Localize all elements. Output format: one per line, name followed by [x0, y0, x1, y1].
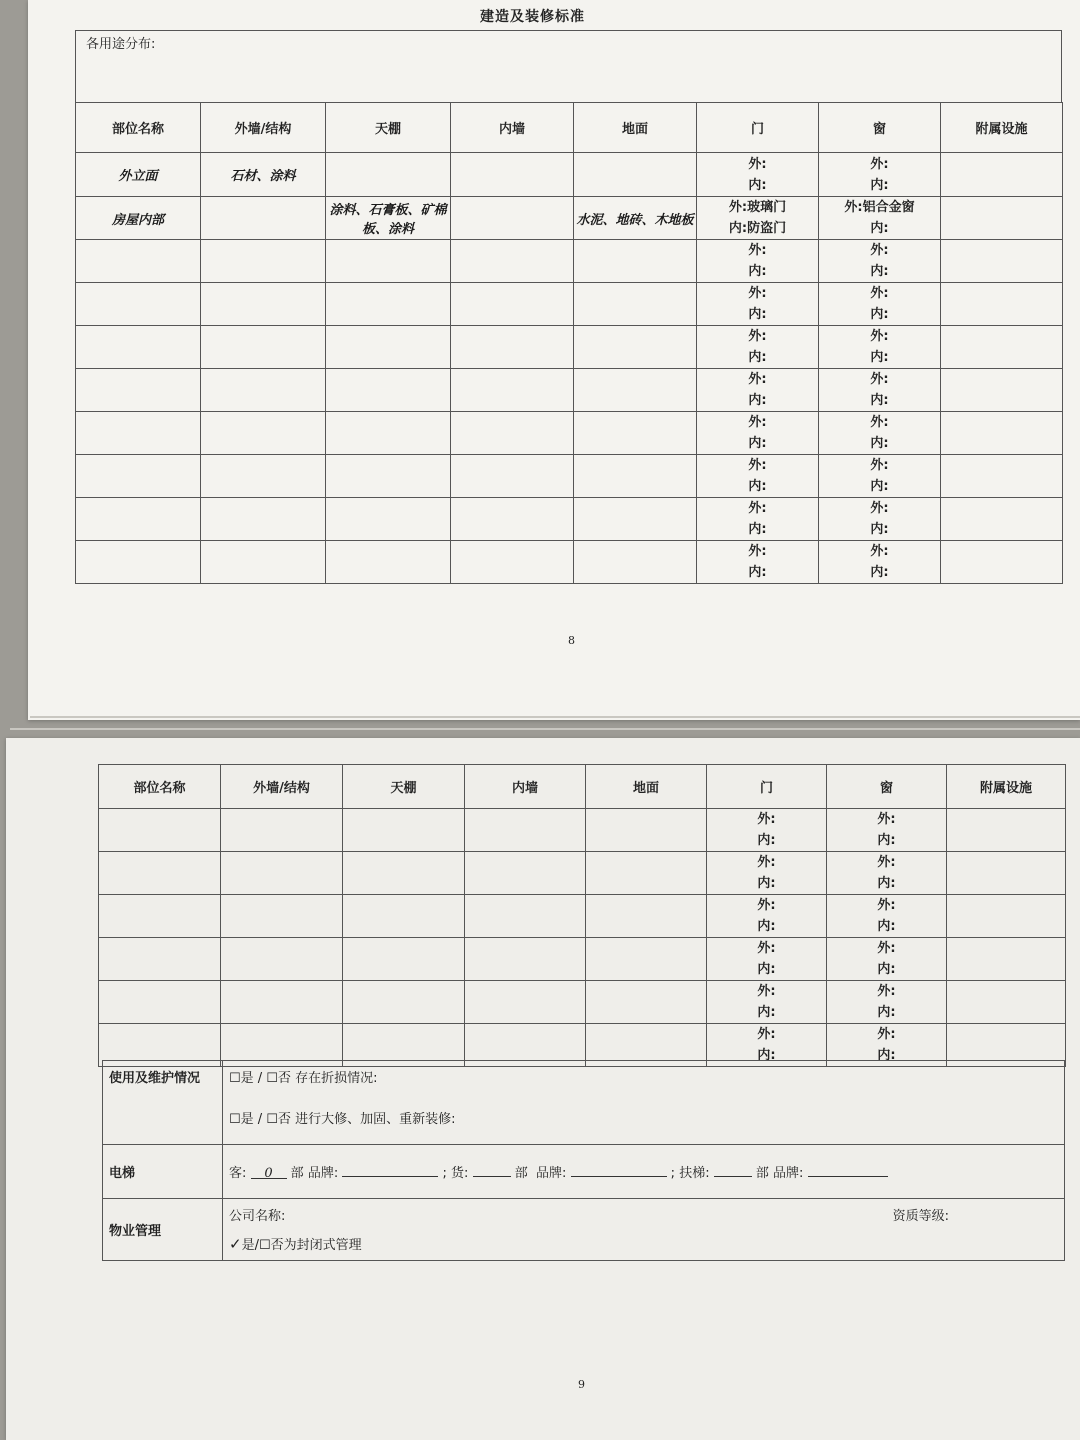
- cell-part[interactable]: [76, 541, 201, 584]
- brand-label: 品牌:: [307, 1166, 339, 1181]
- cell-window[interactable]: [819, 498, 941, 541]
- table-row: [99, 895, 1066, 938]
- cell-door[interactable]: [697, 455, 819, 498]
- cell-door[interactable]: [707, 852, 827, 895]
- cell-ceiling[interactable]: 涂料、石膏板、矿棉板、涂料: [326, 197, 451, 240]
- cell-floor[interactable]: [574, 541, 697, 584]
- exterior-field: 外:: [870, 501, 889, 516]
- table-row: [99, 852, 1066, 895]
- renovation-status-line[interactable]: ☐是 / ☐否 进行大修、加固、重新装修:: [229, 1112, 456, 1127]
- cell-inner[interactable]: [465, 895, 586, 938]
- interior-field: 内:: [748, 264, 767, 279]
- cell-part[interactable]: [76, 326, 201, 369]
- interior-field: 内:: [748, 436, 767, 451]
- cell-window[interactable]: [819, 283, 941, 326]
- exterior-field: 外:: [870, 372, 889, 387]
- usage-distribution-box: [75, 30, 1062, 102]
- escalator-count-field[interactable]: [714, 1164, 752, 1177]
- cell-window[interactable]: [827, 938, 947, 981]
- table-row: [76, 326, 1063, 369]
- table-row: [99, 938, 1066, 981]
- brand-label: 品牌:: [535, 1166, 567, 1181]
- cell-facilities[interactable]: [947, 809, 1066, 852]
- cell-facilities[interactable]: [947, 895, 1066, 938]
- table-row: [76, 455, 1063, 498]
- cell-window[interactable]: [819, 240, 941, 283]
- cell-floor[interactable]: [574, 455, 697, 498]
- table-row: [99, 981, 1066, 1024]
- interior-field: 内:: [757, 919, 776, 934]
- cell-door[interactable]: [697, 283, 819, 326]
- cell-ceiling[interactable]: [343, 981, 465, 1024]
- table-row: [76, 240, 1063, 283]
- exterior-field: 外:: [870, 458, 889, 473]
- exterior-field: 外:: [757, 1027, 776, 1042]
- cell-window[interactable]: [819, 412, 941, 455]
- exterior-field: 外:: [757, 984, 776, 999]
- cell-ceiling[interactable]: [343, 938, 465, 981]
- cell-wall[interactable]: [201, 369, 326, 412]
- interior-field: 内:: [870, 264, 889, 279]
- cell-inner[interactable]: [451, 498, 574, 541]
- table-row: [76, 498, 1063, 541]
- document-title: 建造及装修标准: [480, 9, 585, 25]
- cell-ceiling[interactable]: [326, 369, 451, 412]
- exterior-field: 外:: [877, 855, 896, 870]
- cell-floor[interactable]: [574, 326, 697, 369]
- cell-wall[interactable]: [221, 981, 343, 1024]
- header-part-name: 部位名称: [99, 765, 221, 809]
- exterior-field: 外:: [748, 501, 767, 516]
- property-management-label: 物业管理: [103, 1199, 223, 1261]
- cell-inner[interactable]: [451, 412, 574, 455]
- interior-field: 内:: [870, 479, 889, 494]
- company-line: [229, 1205, 949, 1224]
- damage-status-line[interactable]: ☐是 / ☐否 存在折损情况:: [229, 1071, 378, 1086]
- cell-inner[interactable]: [451, 369, 574, 412]
- page-number: 8: [568, 634, 575, 647]
- header-door: 门: [707, 765, 827, 809]
- company-name-label[interactable]: 公司名称:: [229, 1209, 286, 1224]
- header-floor: 地面: [586, 765, 707, 809]
- cell-ceiling[interactable]: [326, 326, 451, 369]
- exterior-field: 外:铝合金窗: [844, 200, 915, 215]
- interior-field: 内:: [877, 919, 896, 934]
- cell-floor[interactable]: [574, 283, 697, 326]
- interior-field: 内:: [877, 1048, 896, 1063]
- elevator-cell: 客: 0 部 品牌: ; 货: 部 品牌: ; 扶梯: 部 品牌:: [223, 1145, 1065, 1199]
- exterior-field: 外:: [877, 812, 896, 827]
- cell-window[interactable]: [819, 541, 941, 584]
- cell-part[interactable]: [76, 283, 201, 326]
- cell-facilities[interactable]: [941, 455, 1063, 498]
- exterior-field: 外:: [877, 984, 896, 999]
- cell-ceiling[interactable]: [343, 809, 465, 852]
- header-inner-wall: 内墙: [465, 765, 586, 809]
- table-row: [76, 197, 1063, 240]
- interior-field: 内:: [870, 307, 889, 322]
- table-row: [76, 283, 1063, 326]
- elevator-label: 电梯: [103, 1145, 223, 1199]
- header-wall-structure: 外墙/结构: [221, 765, 343, 809]
- cell-wall[interactable]: [201, 412, 326, 455]
- cell-floor[interactable]: [586, 895, 707, 938]
- cell-facilities[interactable]: [941, 153, 1063, 197]
- exterior-field: 外:: [757, 941, 776, 956]
- cell-part[interactable]: [76, 412, 201, 455]
- cargo-brand-field[interactable]: [571, 1164, 667, 1177]
- cell-part[interactable]: [76, 498, 201, 541]
- interior-field: 内:: [870, 565, 889, 580]
- exterior-field: 外:: [870, 286, 889, 301]
- cell-door[interactable]: [697, 541, 819, 584]
- qualification-label[interactable]: 资质等级:: [892, 1209, 949, 1224]
- closed-management-text: 是/☐否为封闭式管理: [241, 1238, 362, 1253]
- cell-wall[interactable]: [221, 895, 343, 938]
- cell-facilities[interactable]: [941, 240, 1063, 283]
- usage-maintenance-cell: [223, 1061, 1065, 1145]
- table-row: [76, 412, 1063, 455]
- cell-inner[interactable]: [451, 326, 574, 369]
- cell-ceiling[interactable]: [326, 283, 451, 326]
- interior-field: 内:: [877, 876, 896, 891]
- cargo-label: 货:: [451, 1166, 469, 1181]
- interior-field: 内:: [757, 833, 776, 848]
- construction-standard-table-continued: [98, 764, 1066, 1067]
- cell-floor[interactable]: [586, 809, 707, 852]
- exterior-field: 外:: [748, 415, 767, 430]
- exterior-field: 外:: [748, 544, 767, 559]
- header-floor: 地面: [574, 103, 697, 153]
- closed-management-line: [229, 1234, 1058, 1253]
- cell-floor[interactable]: [574, 412, 697, 455]
- interior-field: 内:: [877, 962, 896, 977]
- unit-label: 部: [514, 1166, 528, 1181]
- cell-ceiling[interactable]: [326, 541, 451, 584]
- exterior-field: 外:: [757, 812, 776, 827]
- cell-inner[interactable]: [465, 852, 586, 895]
- cell-inner[interactable]: [465, 938, 586, 981]
- table-row: [76, 369, 1063, 412]
- cell-door[interactable]: [707, 938, 827, 981]
- usage-maintenance-label: 使用及维护情况: [103, 1061, 223, 1145]
- cell-part[interactable]: [76, 455, 201, 498]
- cell-door[interactable]: [707, 895, 827, 938]
- table-header-row: [99, 765, 1066, 809]
- cell-window[interactable]: [827, 852, 947, 895]
- interior-field: 内:: [748, 307, 767, 322]
- cell-floor[interactable]: [574, 369, 697, 412]
- interior-field: 内:: [870, 393, 889, 408]
- cell-facilities[interactable]: [941, 412, 1063, 455]
- brand-label: 品牌:: [773, 1166, 804, 1181]
- interior-field: 内:: [748, 565, 767, 580]
- interior-field: 内:防盗门: [728, 221, 787, 236]
- cell-facilities[interactable]: [947, 852, 1066, 895]
- cell-ceiling[interactable]: [343, 852, 465, 895]
- cell-part[interactable]: [99, 895, 221, 938]
- cell-wall[interactable]: [221, 852, 343, 895]
- page-edge: [30, 716, 1080, 718]
- exterior-field: 外:: [757, 898, 776, 913]
- cell-inner[interactable]: [451, 541, 574, 584]
- cell-door[interactable]: [697, 412, 819, 455]
- exterior-field: 外:: [870, 415, 889, 430]
- cell-inner[interactable]: [465, 809, 586, 852]
- cell-part[interactable]: [99, 809, 221, 852]
- interior-field: 内:: [870, 350, 889, 365]
- exterior-field: 外:: [877, 898, 896, 913]
- cell-facilities[interactable]: [941, 369, 1063, 412]
- exterior-field: 外:玻璃门: [728, 200, 787, 215]
- header-part-name: 部位名称: [76, 103, 201, 153]
- exterior-field: 外:: [877, 1027, 896, 1042]
- interior-field: 内:: [757, 1005, 776, 1020]
- header-window: 窗: [819, 103, 941, 153]
- cell-wall[interactable]: 石材、涂料: [201, 153, 326, 197]
- interior-field: 内:: [757, 876, 776, 891]
- cell-window[interactable]: [827, 895, 947, 938]
- cell-part[interactable]: [76, 240, 201, 283]
- page-edge: [10, 728, 1080, 730]
- passenger-count-field[interactable]: 0: [251, 1166, 287, 1179]
- cell-inner[interactable]: [451, 197, 574, 240]
- cell-ceiling[interactable]: [326, 498, 451, 541]
- cell-part[interactable]: 房屋内部: [76, 197, 201, 240]
- table-row: [99, 809, 1066, 852]
- cell-part[interactable]: [99, 938, 221, 981]
- exterior-field: 外:: [757, 855, 776, 870]
- table-row: [76, 541, 1063, 584]
- exterior-field: 外:: [870, 544, 889, 559]
- cell-part[interactable]: 外立面: [76, 153, 201, 197]
- cell-facilities[interactable]: [941, 197, 1063, 240]
- interior-field: 内:: [870, 522, 889, 537]
- header-door: 门: [697, 103, 819, 153]
- cell-facilities[interactable]: [941, 326, 1063, 369]
- header-facilities: 附属设施: [947, 765, 1066, 809]
- cell-floor[interactable]: [586, 852, 707, 895]
- property-management-cell: [223, 1199, 1065, 1261]
- interior-field: 内:: [757, 1048, 776, 1063]
- interior-field: 内:: [757, 962, 776, 977]
- cell-wall[interactable]: [221, 938, 343, 981]
- cell-wall[interactable]: [201, 498, 326, 541]
- exterior-field: 外:: [748, 329, 767, 344]
- cell-ceiling[interactable]: [326, 412, 451, 455]
- interior-field: 内:: [870, 177, 889, 193]
- cell-facilities[interactable]: [947, 938, 1066, 981]
- cell-floor[interactable]: [586, 981, 707, 1024]
- cell-wall[interactable]: [201, 240, 326, 283]
- property-management-row: [103, 1199, 1065, 1261]
- cell-door[interactable]: [707, 981, 827, 1024]
- page-number: 9: [578, 1378, 585, 1391]
- header-window: 窗: [827, 765, 947, 809]
- cell-floor[interactable]: 水泥、地砖、木地板: [574, 197, 697, 240]
- interior-field: 内:: [870, 221, 889, 236]
- cell-wall[interactable]: [201, 197, 326, 240]
- interior-field: 内:: [748, 350, 767, 365]
- cargo-count-field[interactable]: [473, 1164, 511, 1177]
- usage-distribution-label: 各用途分布:: [86, 37, 156, 52]
- cell-inner[interactable]: [451, 283, 574, 326]
- exterior-field: 外:: [870, 156, 889, 172]
- table-header-row: [76, 103, 1063, 153]
- header-inner-wall: 内墙: [451, 103, 574, 153]
- cell-facilities[interactable]: [947, 981, 1066, 1024]
- cell-part[interactable]: [76, 369, 201, 412]
- cell-door[interactable]: [697, 153, 819, 197]
- cell-door[interactable]: [707, 809, 827, 852]
- passenger-brand-field[interactable]: [342, 1164, 438, 1177]
- interior-field: 内:: [748, 177, 767, 193]
- usage-info-table: [102, 1060, 1065, 1261]
- cell-ceiling[interactable]: [326, 240, 451, 283]
- cell-wall[interactable]: [201, 326, 326, 369]
- usage-maintenance-row: [103, 1061, 1065, 1145]
- escalator-brand-field[interactable]: [808, 1164, 888, 1177]
- header-wall-structure: 外墙/结构: [201, 103, 326, 153]
- cell-window[interactable]: [819, 455, 941, 498]
- passenger-label: 客:: [229, 1166, 247, 1181]
- escalator-label: 扶梯:: [679, 1166, 710, 1181]
- exterior-field: 外:: [748, 243, 767, 258]
- interior-field: 内:: [870, 436, 889, 451]
- exterior-field: 外:: [748, 156, 767, 172]
- interior-field: 内:: [877, 833, 896, 848]
- interior-field: 内:: [877, 1005, 896, 1020]
- cell-door[interactable]: [697, 498, 819, 541]
- cell-door[interactable]: [697, 240, 819, 283]
- cell-wall[interactable]: [201, 455, 326, 498]
- cell-part[interactable]: [99, 852, 221, 895]
- cell-window[interactable]: [819, 326, 941, 369]
- cell-window[interactable]: [827, 809, 947, 852]
- cell-facilities[interactable]: [941, 283, 1063, 326]
- exterior-field: 外:: [748, 286, 767, 301]
- checkmark-icon[interactable]: ✓: [229, 1235, 242, 1253]
- exterior-field: 外:: [877, 941, 896, 956]
- cell-floor[interactable]: [574, 498, 697, 541]
- cell-ceiling[interactable]: [343, 895, 465, 938]
- cell-floor[interactable]: [574, 153, 697, 197]
- cell-inner[interactable]: [451, 153, 574, 197]
- cell-facilities[interactable]: [941, 541, 1063, 584]
- header-ceiling: 天棚: [326, 103, 451, 153]
- cell-door[interactable]: [697, 369, 819, 412]
- interior-field: 内:: [748, 479, 767, 494]
- exterior-field: 外:: [870, 329, 889, 344]
- cell-inner[interactable]: [451, 455, 574, 498]
- interior-field: 内:: [748, 522, 767, 537]
- cell-floor[interactable]: [574, 240, 697, 283]
- cell-window[interactable]: [827, 981, 947, 1024]
- construction-standard-table: [75, 102, 1063, 584]
- cell-inner[interactable]: [465, 981, 586, 1024]
- exterior-field: 外:: [748, 458, 767, 473]
- cell-wall[interactable]: [221, 809, 343, 852]
- elevator-row: [103, 1145, 1065, 1199]
- cell-ceiling[interactable]: [326, 455, 451, 498]
- unit-label: 部: [290, 1166, 304, 1181]
- cell-wall[interactable]: [201, 283, 326, 326]
- cell-part[interactable]: [99, 981, 221, 1024]
- cell-window[interactable]: [819, 369, 941, 412]
- table-row: [76, 153, 1063, 197]
- cell-ceiling[interactable]: [326, 153, 451, 197]
- cell-floor[interactable]: [586, 938, 707, 981]
- header-ceiling: 天棚: [343, 765, 465, 809]
- unit-label: 部: [755, 1166, 769, 1181]
- header-facilities: 附属设施: [941, 103, 1063, 153]
- exterior-field: 外:: [748, 372, 767, 387]
- cell-facilities[interactable]: [941, 498, 1063, 541]
- interior-field: 内:: [748, 393, 767, 408]
- exterior-field: 外:: [870, 243, 889, 258]
- cell-inner[interactable]: [451, 240, 574, 283]
- cell-wall[interactable]: [201, 541, 326, 584]
- cell-window[interactable]: [819, 153, 941, 197]
- cell-door[interactable]: [697, 197, 819, 240]
- cell-window[interactable]: [819, 197, 941, 240]
- cell-door[interactable]: [697, 326, 819, 369]
